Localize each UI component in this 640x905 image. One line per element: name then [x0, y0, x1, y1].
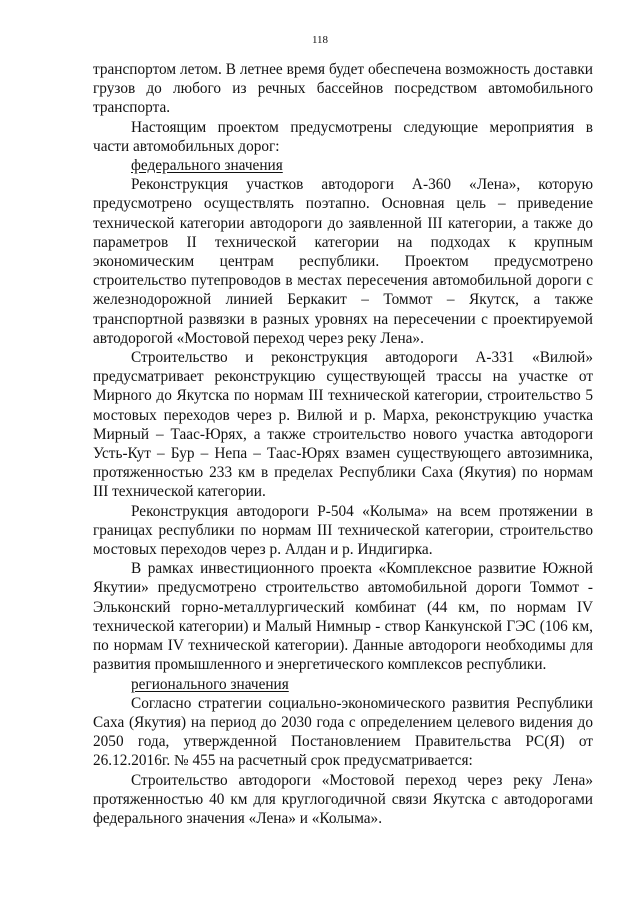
paragraph-5: Реконструкция автодороги Р-504 «Колыма» на всем протяжении в границах республики по нормам III технической категории, строительство мостовых переходов через р. Алдан и р. Индигирка. [93, 502, 593, 559]
paragraph-1: транспортом летом. В летнее время будет обеспечена возможность доставки грузов до любого из речных бассейнов посредством автомобильного транспорта. [93, 61, 593, 117]
heading-federal: федерального значения [131, 157, 283, 175]
document-body [93, 60, 593, 828]
paragraph-4: Строительство и реконструкция автодороги А-331 «Вилюй» предусматривает реконструкцию существующей трассы на участке от Мирного до Якутска по нормам III технической категории, строительство 5 мостовых переходов через р. Вилюй и р. Марха, реконструкцию участка Мирный – Таас-Юрях, а также строительство нового участка автодороги Усть-Кут – Бур – Непа – Таас-Юрях взамен существующего автозимника, протяженностью 233 км в пределах Республики Саха (Якутия) по нормам III технической категории. [93, 349, 593, 501]
paragraph-3: Реконструкция участков автодороги А-360 «Лена», которую предусмотрено осуществлять поэтапно. Основная цель – приведение технической категории автодороги до заявленной III категории, а также до параметров II технической категории на подходах к крупным экономическим центрам республики. Проектом предусмотрено строительство путепроводов в местах пересечения автомобильной дороги с железнодорожной линией Беркакит – Томмот – Якутск, а также транспортной развязки в разных уровнях на пересечении с проектируемой автодорогой «Мостовой переход через реку Лена». [93, 176, 593, 347]
paragraph-7: Согласно стратегии социально-экономического развития Республики Саха (Якутия) на период до 2030 года с определением целевого видения до 2050 года, утвержденной Постановлением Правительства РС(Я) от 26.12.2016г. № 455 на расчетный срок предусматривается: [93, 694, 593, 770]
heading-regional: регионального значения [131, 675, 289, 693]
paragraph-8: Строительство автодороги «Мостовой переход через реку Лена» протяженностью 40 км для круглогодичной связи Якутска с автодорогами федерального значения «Лена» и «Колыма». [93, 771, 593, 827]
paragraph-2: Настоящим проектом предусмотрены следующие мероприятия в части автомобильных дорог: [93, 118, 593, 155]
paragraph-6: В рамках инвестиционного проекта «Комплексное развитие Южной Якутии» предусмотрено строительство автомобильной дороги Томмот - Эльконский горно-металлургический комбинат (44 км, по нормам IV технической категории) и Малый Нимныр - створ Канкунской ГЭС (106 км, по нормам IV технической категории). Данные автодороги необходимы для развития промышленного и энергетического комплексов республики. [93, 560, 593, 674]
page-number: 118 [311, 34, 329, 46]
